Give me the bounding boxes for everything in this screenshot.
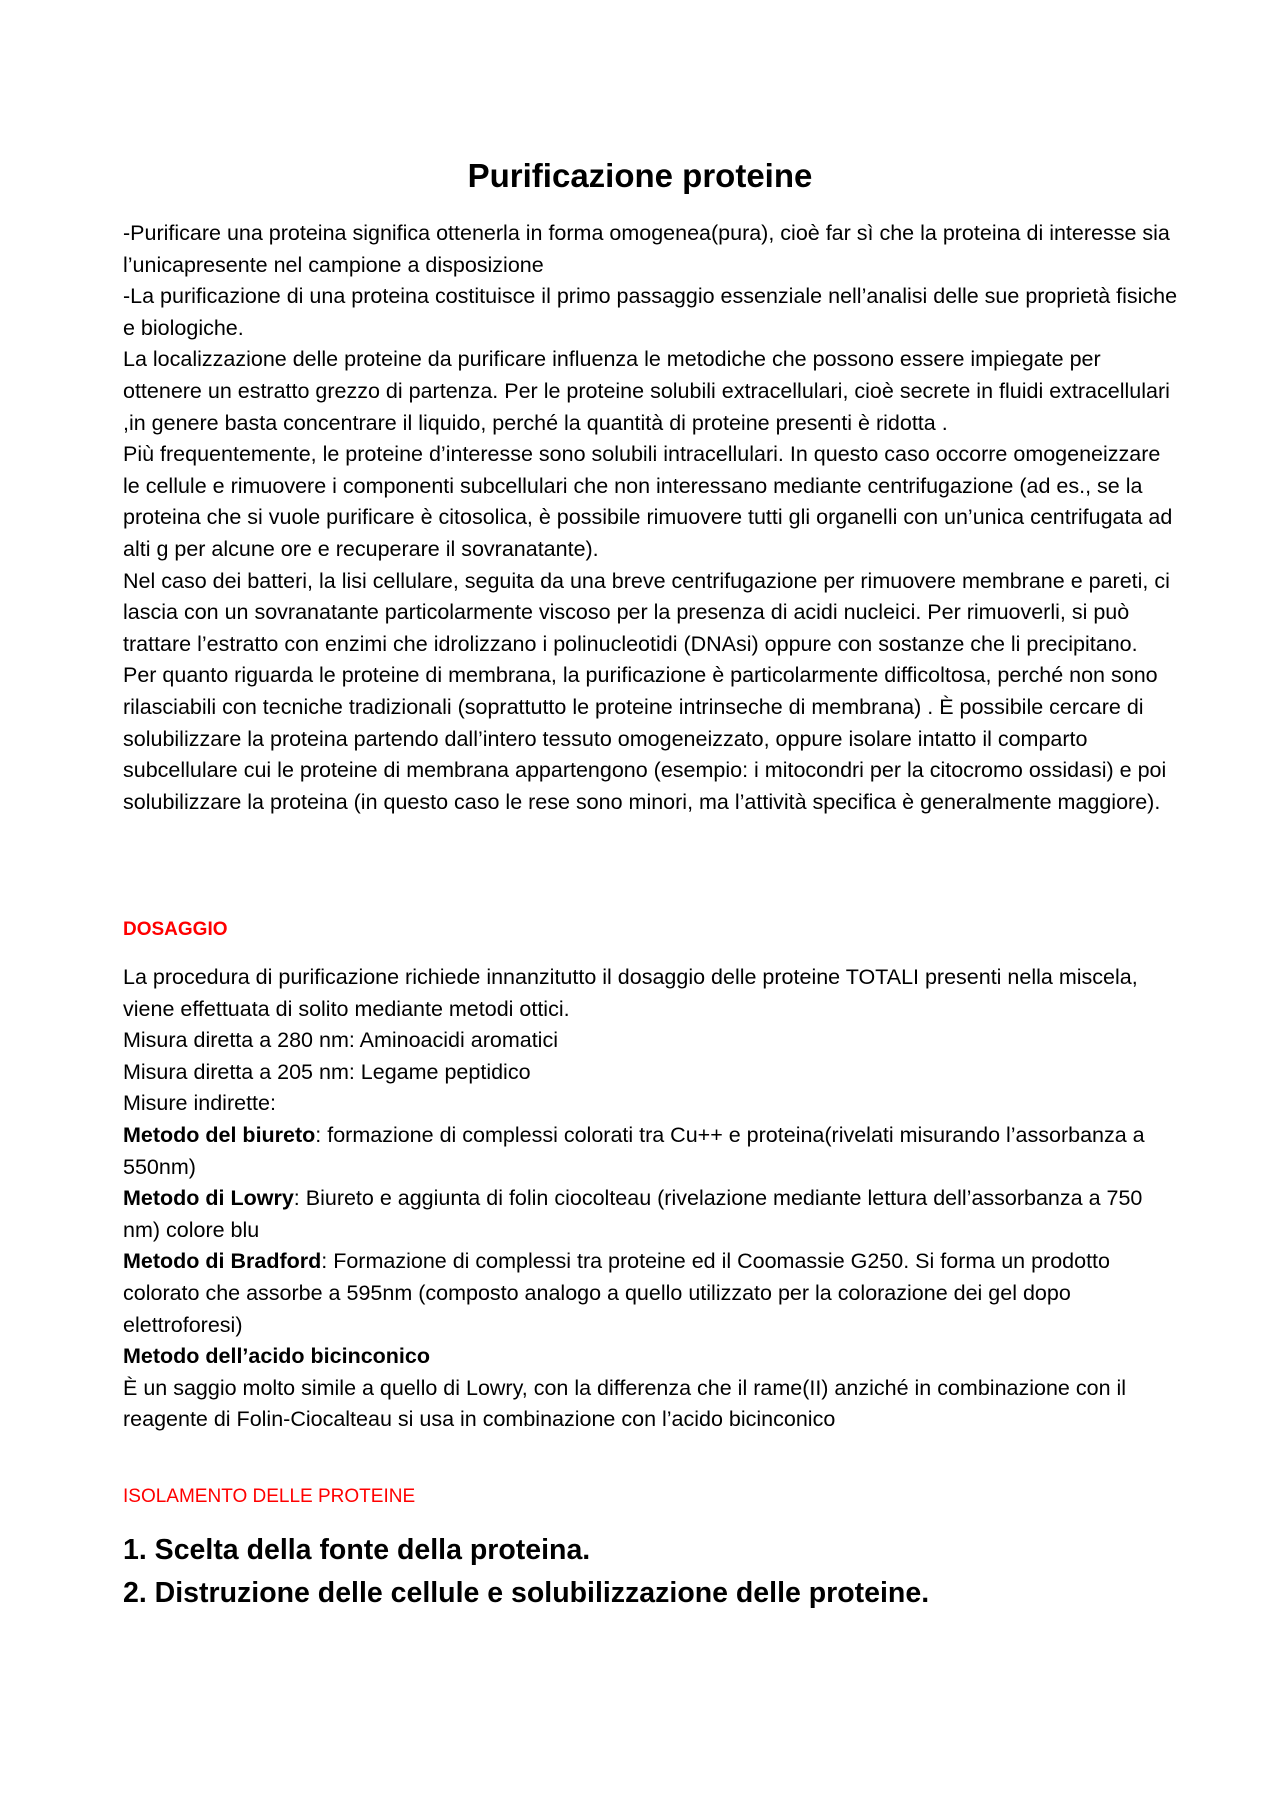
- dosaggio-heading: DOSAGGIO: [123, 919, 228, 940]
- dosaggio-280: Misura diretta a 280 nm: Aminoacidi aromatici: [123, 1028, 558, 1053]
- method-lowry-text: : Biureto e aggiunta di folin ciocolteau (rivelazione mediante lettura dell’assorbanza a 750 nm) colore blu: [123, 1186, 1143, 1242]
- intro-paragraph-1: -Purificare una proteina significa ottenerla in forma omogenea(pura), cioè far sì che la proteina di interesse sia l’unicapresente nel campione a disposizione: [123, 221, 1170, 277]
- method-biureto-name: Metodo del biureto: [123, 1122, 316, 1147]
- intro-section: [123, 218, 1183, 818]
- method-bradford-text: : Formazione di complessi tra proteine ed il Coomassie G250. Si forma un prodotto colorato che assorbe a 595nm (composto analogo a quello utilizzato per la colorazione dei gel dopo elettroforesi): [123, 1249, 1110, 1337]
- method-biureto: [123, 1120, 1183, 1183]
- intro-paragraph-4: Più frequentemente, le proteine d’interesse sono solubili intracellulari. In questo caso occorre omogeneizzare le cellule e rimuovere i componenti subcellulari che non interessano mediante centrifugazione (ad es., se la proteina che si vuole purificare è citosolica, è possibile rimuovere tutti gli organelli con un’unica centrifugata ad alti g per alcune ore e recuperare il sovranatante).: [123, 442, 1173, 561]
- method-bradford-name: Metodo di Bradford: [123, 1249, 322, 1274]
- dosaggio-indirect: Misure indirette:: [123, 1091, 276, 1116]
- intro-paragraph-6: Per quanto riguarda le proteine di membrana, la purificazione è particolarmente difficoltosa, perché non sono rilasciabili con tecniche tradizionali (soprattutto le proteine intrinseche di membrana) . È possibile cercare di solubilizzare la proteina partendo dall’intero tessuto omogeneizzato, oppure isolare intatto il comparto subcellulare cui le proteine di membrana appartengono (esempio: i mitocondri per la citocromo ossidasi) e poi solubilizzare la proteina (in questo caso le rese sono minori, ma l’attività specifica è generalmente maggiore).: [123, 663, 1167, 814]
- isolamento-step-2: 2. Distruzione delle cellule e solubilizzazione delle proteine.: [123, 1577, 930, 1609]
- intro-paragraph-5: Nel caso dei batteri, la lisi cellulare, seguita da una breve centrifugazione per rimuovere membrane e pareti, ci lascia con un sovranatante particolarmente viscoso per la presenza di acidi nucleici. Per rimuoverli, si può trattare l’estratto con enzimi che idrolizzano i polinucleotidi (DNAsi) oppure con sostanze che li precipitano.: [123, 568, 1170, 656]
- method-bradford: [123, 1246, 1183, 1341]
- method-lowry-name: Metodo di Lowry: [123, 1186, 294, 1211]
- method-bca-name: Metodo dell’acido bicinconico: [123, 1344, 430, 1369]
- dosaggio-205: Misura diretta a 205 nm: Legame peptidico: [123, 1059, 531, 1084]
- method-bca-text: È un saggio molto simile a quello di Lowry, con la differenza che il rame(II) anziché in combinazione con il reagente di Folin-Ciocalteau si usa in combinazione con l’acido bicinconico: [123, 1375, 1127, 1432]
- intro-paragraph-3: La localizzazione delle proteine da purificare influenza le metodiche che possono essere impiegate per ottenere un estratto grezzo di partenza. Per le proteine solubili extracellulari, cioè secrete in fluidi extracellulari ,in genere basta concentrare il liquido, perché la quantità di proteine presenti è ridotta .: [123, 347, 1170, 435]
- method-lowry: [123, 1183, 1183, 1246]
- isolamento-steps: [123, 1529, 1183, 1615]
- isolamento-step-1: 1. Scelta della fonte della proteina.: [123, 1534, 591, 1566]
- page-title: Purificazione proteine: [467, 157, 813, 194]
- method-bca: [123, 1341, 1183, 1373]
- dosaggio-section: [123, 962, 1183, 1436]
- method-biureto-text: : formazione di complessi colorati tra Cu++ e proteina(rivelati misurando l’assorbanza a 550nm): [123, 1122, 1145, 1179]
- intro-paragraph-2: -La purificazione di una proteina costituisce il primo passaggio essenziale nell’analisi delle sue proprietà fisiche e biologiche.: [123, 284, 1178, 340]
- dosaggio-intro: La procedura di purificazione richiede innanzitutto il dosaggio delle proteine TOTALI presenti nella miscela, viene effettuata di solito mediante metodi ottici.: [123, 965, 1138, 1021]
- isolamento-heading: ISOLAMENTO DELLE PROTEINE: [123, 1486, 416, 1507]
